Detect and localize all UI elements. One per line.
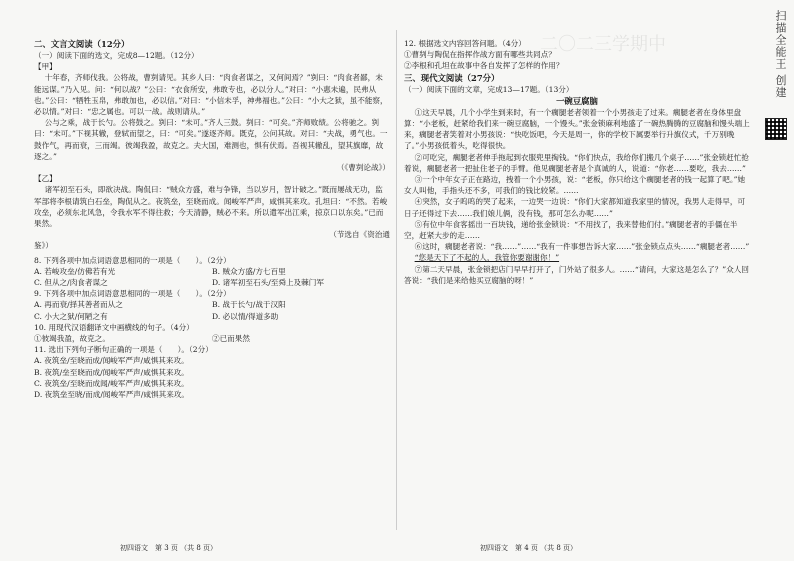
story-para-4: ④突然，女子呜呜的哭了起来，一边哭一边说：“你们大家都知道我家里的情况，我男人走得早，可日子还得过下去……我们娘儿俩，没有钱，那可怎么办呢……” (404, 197, 746, 218)
option[interactable]: D. 夜筑垒至晓/而成/闻峻军严声/咸惧其来攻。 (34, 390, 190, 400)
option[interactable]: C. 小大之狱/何陋之有 (34, 311, 108, 321)
q12-item-b: ②李根和孔坦在故事中各自发挥了怎样的作用？ (404, 61, 564, 71)
option[interactable]: C. 但从之/肉食者谋之 (34, 278, 108, 288)
option[interactable]: A. 夜筑垒/至晓而成/闻峻军严声/咸惧其来攻。 (34, 356, 189, 366)
story-title: 一碗豆腐脑 (556, 95, 598, 106)
question-10: 10. 用现代汉语翻译文中画横线的句子。（4分） (34, 322, 194, 332)
option[interactable]: B. 贼众方盛/方七百里 (212, 266, 286, 276)
question-9: 9. 下列各项中加点词语意思相同的一项是（ ）。（2分） (34, 289, 231, 299)
q12-item-a: ①曹刿与陶侃在指挥作战方面有哪些共同点？ (404, 50, 556, 60)
question-11: 11. 选出下列句子断句正确的一项是（ ）。（2分） (34, 345, 213, 355)
passage-yi-source: （节选自《资治通 (329, 230, 390, 240)
option[interactable]: B. 夜筑/垒至晓而成/闻峻军严声/咸惧其来攻。 (34, 367, 189, 377)
passage-jia-para-1: 十年春，齐师伐我。公将战，曹刿请见。其乡人曰：“肉食者谋之，又何间焉？”刿曰：“肉食者鄙，未能远谋。”乃入见。问：“何以战？”公曰：“衣食所安，弗敢专也，必以分人。”对曰：“小惠未遍，民弗从也。”公曰：“牺牲玉帛，弗敢加也，必以信。”对曰：“小信未孚，神弗福也。”公曰：“小大之狱，虽不能察，必以情。”对曰：“忠之属也。可以一战。战则请从。” (34, 73, 388, 117)
page-footer-right: 初四语文 第 4 页 （共 8 页） (480, 544, 578, 552)
instruction: （一）阅读下面的文章，完成13—17题。（13分） (404, 84, 574, 94)
section-title-classical: 二、文言文阅读（12分） (34, 39, 130, 49)
story-para-2: ②可吃完，瘸腿老者伸手拖起到衣服兜里掏钱。“你们快点，我给你们搬几个桌子……”张金锁赶忙抢着说，瘸腿老者一把扯住老子的手臂。他见瘸腿老者是个真诚的人，说道：“你老……要吃，我去……” (404, 152, 749, 173)
question-10-items (34, 333, 390, 344)
story-para-3: ③一个中年女子正在路边，拽着一个小男孩，说：“老板，你只给这个瘸腿老者的钱一起算了吧。”她女人叫他，手指头还不多，可我们的钱比较紧。…… (404, 175, 746, 196)
q10-item-a: ①彼竭我盈，故克之。 (34, 334, 110, 344)
story-para-7: ⑦第二天早晨，张金锁把店门早早打开了，门外站了很多人。……“请问，大家这是怎么了？”众人回答说：“我们是来给他买豆腐脑的呀！” (404, 264, 749, 285)
option[interactable]: A. 若峻攻垒/仿佛若有光 (34, 266, 116, 276)
question-11-options (34, 355, 390, 400)
question-8: 8. 下列各项中加点词语意思相同的一项是（ ）。（2分） (34, 255, 231, 265)
option[interactable]: C. 夜筑垒/至晓而成闻/峻军严声/咸惧其来攻。 (34, 378, 189, 388)
passage-yi-para-1: 诸军初至石头，即欲决战。陶侃曰：“贼众方盛，难与争锋，当以岁月，智计破之。”既而屡战无功，监军部将李根请筑白石垒，陶侃从之。夜筑垒，至晓而成。闻峻军严声，咸惧其来攻。孔坦曰：“不然。若峻攻垒，必须东北风急，令我水军不得往救；今天清静，贼必不来。所以遣军出江乘，掠京口以东矣。”已而果然。 (34, 185, 388, 229)
story-para-6: ⑥这时，瘸腿老者说：“我……”……“我有一件事想告诉大家……”张金锁点点头……“瘸腿老者……” (414, 242, 750, 252)
story-para-5: ⑤有位中年食客摇出一百块钱，递给张金锁说：“不用找了，我来替他们付。”瘸腿老者的手僵在半空，赶紧大步的走…… (404, 219, 738, 241)
option[interactable]: D. 必以情/得道多助 (212, 311, 279, 321)
section-title-modern: 三、现代文阅读（27分） (404, 72, 500, 83)
passage-jia-source: （《曹刿论战》） (336, 163, 390, 173)
passage-label-jia: 【甲】 (34, 62, 57, 72)
column-divider (396, 30, 397, 530)
qr-code-icon (765, 118, 787, 140)
option[interactable]: B. 战于长勺/战于汉阳 (212, 300, 286, 310)
option[interactable]: D. 诸军初至石头/至舜上及棘门军 (212, 278, 324, 288)
story-para-1: ①这天早晨，几个小学生到来时，有一个瘸腿老者领着一个小男孩走了过来。瘸腿老者在身体里盘算：“小老板，赶紧给我们来一碗豆腐脑，一个馒头。”张金锁麻利地盛了一碗热腾腾的豆腐脑和馒头端上来，瘸腿老者笑着对小男孩说：“快吃饭吧，今天是周一，你的学校下属要举行升旗仪式，千万别晚了。”小男孩低着头，吃得很快。 (404, 107, 750, 151)
question-9-options (34, 299, 390, 321)
page-footer-left: 初四语文 第 3 页 （共 8 页） (120, 544, 218, 552)
story-highlighted-sentence: “您是天下了不起的人，我管你要谢谢你！” (414, 253, 560, 263)
right-page (404, 38, 750, 286)
watermark: 二〇二三学期中 (540, 34, 666, 55)
passage-label-yi: 【乙】 (34, 174, 57, 184)
question-8-options (34, 266, 390, 288)
instruction: （一）阅读下面的选文，完成8—12题。（12分） (34, 51, 199, 60)
passage-yi-source-cont: 鉴》） (34, 241, 53, 251)
q10-item-b: ②已而果然 (212, 334, 250, 344)
scanner-brand-label: 扫描全能王 创建 (774, 10, 787, 99)
option[interactable]: A. 再而衰/择其善者而从之 (34, 300, 123, 310)
passage-jia-para-2: 公与之乘，战于长勺。公将鼓之。刿曰：“未可。”齐人三鼓。刿曰：“可矣。”齐师败绩。公将驰之。刿曰：“未可。”下视其辙，登轼而望之，曰：“可矣。”遂逐齐师。既克，公问其故。对曰：“夫战，勇气也。一鼓作气，再而衰，三而竭。彼竭我盈，故克之。夫大国，难测也，惧有伏焉。吾视其辙乱，望其旗靡，故逐之。” (34, 118, 388, 161)
question-12: 12. 根据选文内容回答问题。（4分） (404, 39, 526, 48)
left-page (34, 38, 390, 400)
